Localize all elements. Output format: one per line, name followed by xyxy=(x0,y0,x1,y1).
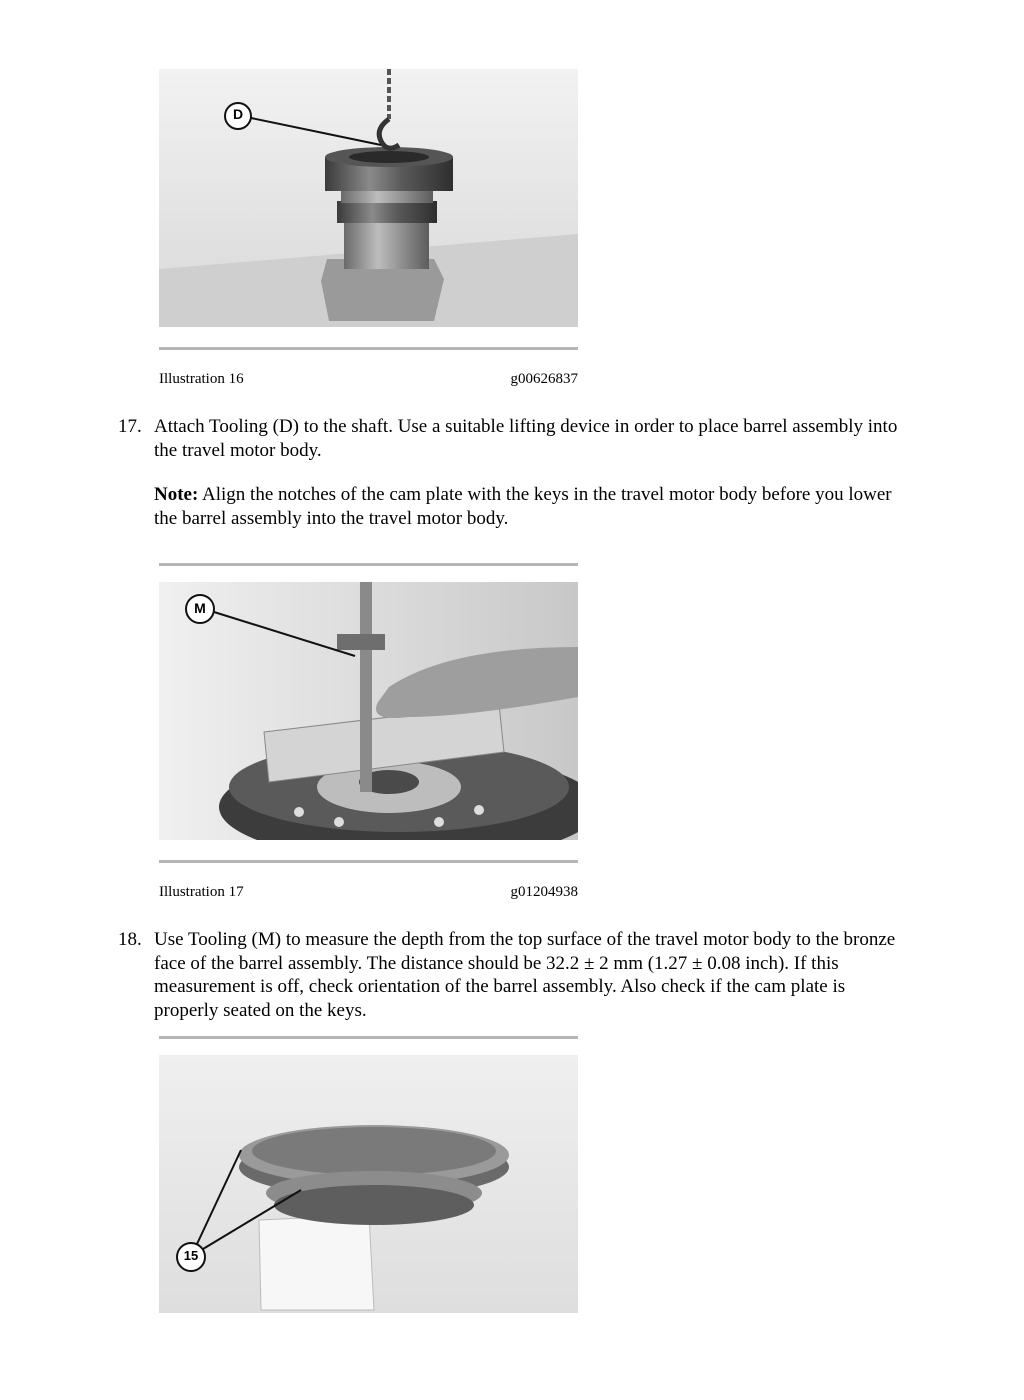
note-label: Note: xyxy=(154,484,199,505)
illustration-18-photo xyxy=(159,1055,578,1313)
step-text: Use Tooling (M) to measure the depth from the top surface of the travel motor body to the bronze face of the barrel assembly. The distance should be 32.2 ± 2 mm (1.27 ± 0.08 inch). If this measurement is off, check orientation of the barrel assembly. Also check if the cam plate is properly seated on the keys. xyxy=(154,929,896,1021)
illustration-code: g01204938 xyxy=(510,884,578,900)
step-number: 17. xyxy=(118,416,142,437)
illustration-16-photo xyxy=(159,69,578,327)
illustration-code: g00626837 xyxy=(510,371,578,387)
step-number: 18. xyxy=(118,929,142,950)
divider xyxy=(159,1036,578,1039)
illustration-label: Illustration 16 xyxy=(159,371,244,387)
callout-m: M xyxy=(194,600,206,616)
divider xyxy=(159,347,578,350)
illustration-17-photo xyxy=(159,582,578,840)
callout-15: 15 xyxy=(183,1248,199,1263)
note xyxy=(154,483,914,530)
divider xyxy=(159,563,578,566)
divider xyxy=(159,860,578,863)
step-text: Attach Tooling (D) to the shaft. Use a suitable lifting device in order to place barrel assembly into the travel motor body. xyxy=(154,416,898,461)
callout-d: D xyxy=(232,106,244,122)
note-text: Align the notches of the cam plate with the keys in the travel motor body before you lower the barrel assembly into the travel motor body. xyxy=(154,484,892,529)
illustration-label: Illustration 17 xyxy=(159,884,244,900)
